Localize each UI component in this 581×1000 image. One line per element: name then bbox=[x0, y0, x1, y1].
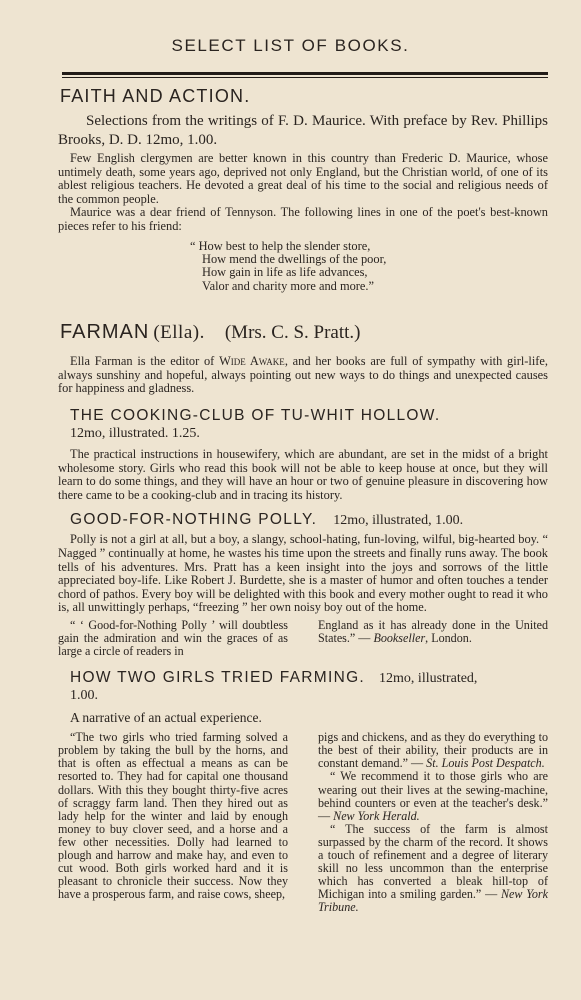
review-right-column bbox=[318, 619, 548, 658]
book-good-for-nothing-polly bbox=[58, 510, 548, 658]
review-text: “The two girls who tried farming solved a problem by taking the bull by the horns, and that is often as effectual a means as can be resorted to. They had for capital one thousand dollars. With this they bought thirty-five acres of scraggy farm land. Then they hired out as lady help for the winter and laid by enough money to buy clover seed, and a horse and a few other necessities. Dolly had learned to plough and harrow and make hay, and even to cut wood. Both girls worked hard and it is pleasant to chronicle their success. Now they have a prosperous farm, and raise cows, sheep, bbox=[58, 730, 288, 902]
book-cooking-club bbox=[58, 406, 548, 502]
author-given-name: (Ella). bbox=[153, 322, 205, 344]
review-text bbox=[318, 770, 548, 822]
section-paragraph: Few English clergymen are better known in this country than Frederic D. Maurice, whose untimely death, some years ago, deprived not only England, but the Christian world, of one of its ablest religious teachers. He devoted a great deal of his time to the social and religious needs of the common people. bbox=[58, 151, 548, 206]
book-description: Polly is not a girl at all, but a boy, a slangy, school-hating, fun-loving, wilful, big-hearted boy. “ Nagged ” continually at home, he wastes his time upon the streets and finally runs away. The book tells of his adventures. Mrs. Pratt has a keen insight into the joys and sorrows of the little appreciated boy-life. Like Robert J. Burdette, she is a master of humor and often touches a tender chord of pathos. Every boy will be delighted with this book and every mother ought to read it who is, all unwittingly perhaps, “freezing ” her own noisy boy out of the home. bbox=[58, 532, 548, 615]
book-how-two-girls-tried-farming bbox=[58, 668, 548, 914]
header-rule-thin bbox=[62, 77, 548, 78]
header-rule-thick bbox=[62, 72, 548, 75]
review-text-body: pigs and chickens, and as they do everything to the best of their ability, their products are in constant demand.” — bbox=[318, 730, 548, 771]
review-text bbox=[318, 823, 548, 915]
book-detail: 12mo, illustrated, 1.00. bbox=[333, 513, 464, 529]
author-heading bbox=[60, 319, 548, 347]
review-text bbox=[318, 731, 548, 770]
book-narrative-note: A narrative of an actual experience. bbox=[70, 710, 262, 726]
book-reviews bbox=[58, 731, 548, 914]
review-source: St. Louis Post Despatch. bbox=[426, 756, 545, 771]
review-text-body: “ We recommend it to those girls who are wearing out their lives at the sewing-machine, behind counters or even at the teacher's desk.” — bbox=[318, 769, 548, 823]
page-header: SELECT LIST OF BOOKS. bbox=[171, 36, 410, 55]
poem-quote bbox=[190, 240, 548, 294]
section-lead: Selections from the writings of F. D. Maurice. With preface by Rev. Phillips Brooks, D. D. 12mo, 1.00. bbox=[58, 113, 548, 148]
book-detail: 12mo, illustrated, bbox=[379, 671, 478, 687]
poem-line: How gain in life as life advances, bbox=[202, 265, 368, 280]
review-right-column bbox=[318, 731, 548, 914]
magazine-name: Wide Awake bbox=[219, 354, 285, 369]
review-left-column bbox=[58, 619, 288, 658]
book-title: GOOD-FOR-NOTHING POLLY. bbox=[70, 511, 318, 529]
review-text bbox=[318, 619, 548, 645]
section-paragraph: Maurice was a dear friend of Tennyson. The following lines in one of the poet's best-known pieces refer to his friend: bbox=[58, 205, 548, 233]
author-intro bbox=[58, 355, 548, 396]
poem-line: How mend the dwellings of the poor, bbox=[202, 251, 387, 266]
review-place: , London. bbox=[425, 631, 472, 645]
book-detail: 12mo, illustrated. 1.25. bbox=[70, 425, 200, 441]
review-text: “ ‘ Good-for-Nothing Polly ’ will doubtless gain the admiration and win the graces of as large a circle of readers in bbox=[58, 617, 288, 659]
author-intro-text: Ella Farman is the editor of bbox=[70, 354, 220, 369]
review-left-column bbox=[58, 731, 288, 914]
author-intro-text: , and her books are full of sympathy with girl-life, always sunshiny and hopeful, always pointing out new ways to do things and unexpected causes for happiness and gladness. bbox=[58, 354, 549, 396]
book-description: The practical instructions in housewifery, which are abundant, are set in the midst of a bright wholesome story. Girls who read this book will not be able to keep house at once, but they will learn to do some things, and they will have an hour or two of genuine pleasure in discovering how there came to be a cooking-club and in tracing its history. bbox=[58, 446, 548, 502]
review-source: New York Herald. bbox=[333, 808, 420, 823]
poem-line: Valor and charity more and more.” bbox=[202, 278, 375, 293]
review-source: New York Tribune. bbox=[318, 887, 548, 915]
section-title: FAITH AND ACTION. bbox=[60, 86, 251, 106]
review-quote bbox=[58, 619, 548, 658]
book-title-line bbox=[70, 510, 548, 531]
book-title-line bbox=[70, 668, 548, 688]
page-content bbox=[58, 80, 548, 915]
author-name: FARMAN bbox=[60, 321, 150, 344]
section-faith-and-action bbox=[58, 84, 548, 293]
review-text-body: England as it has already done in the United States.” — bbox=[318, 617, 548, 645]
review-source: Bookseller bbox=[373, 631, 426, 645]
author-note: (Mrs. C. S. Pratt.) bbox=[224, 322, 361, 344]
book-title: THE COOKING-CLUB OF TU-WHIT HOLLOW. bbox=[70, 406, 441, 424]
book-title: HOW TWO GIRLS TRIED FARMING. bbox=[70, 669, 366, 687]
review-text-body: “ The success of the farm is almost surpassed by the charm of the record. It shows a touch of refinement and a degree of literary skill no less uncommon than the enterprise which has converted a bleak hill-top of Michigan into a smiling garden.” — bbox=[318, 821, 548, 902]
book-price: 1.00. bbox=[70, 688, 98, 704]
book-title-line bbox=[70, 406, 548, 426]
poem-line: “ How best to help the slender store, bbox=[190, 238, 371, 253]
